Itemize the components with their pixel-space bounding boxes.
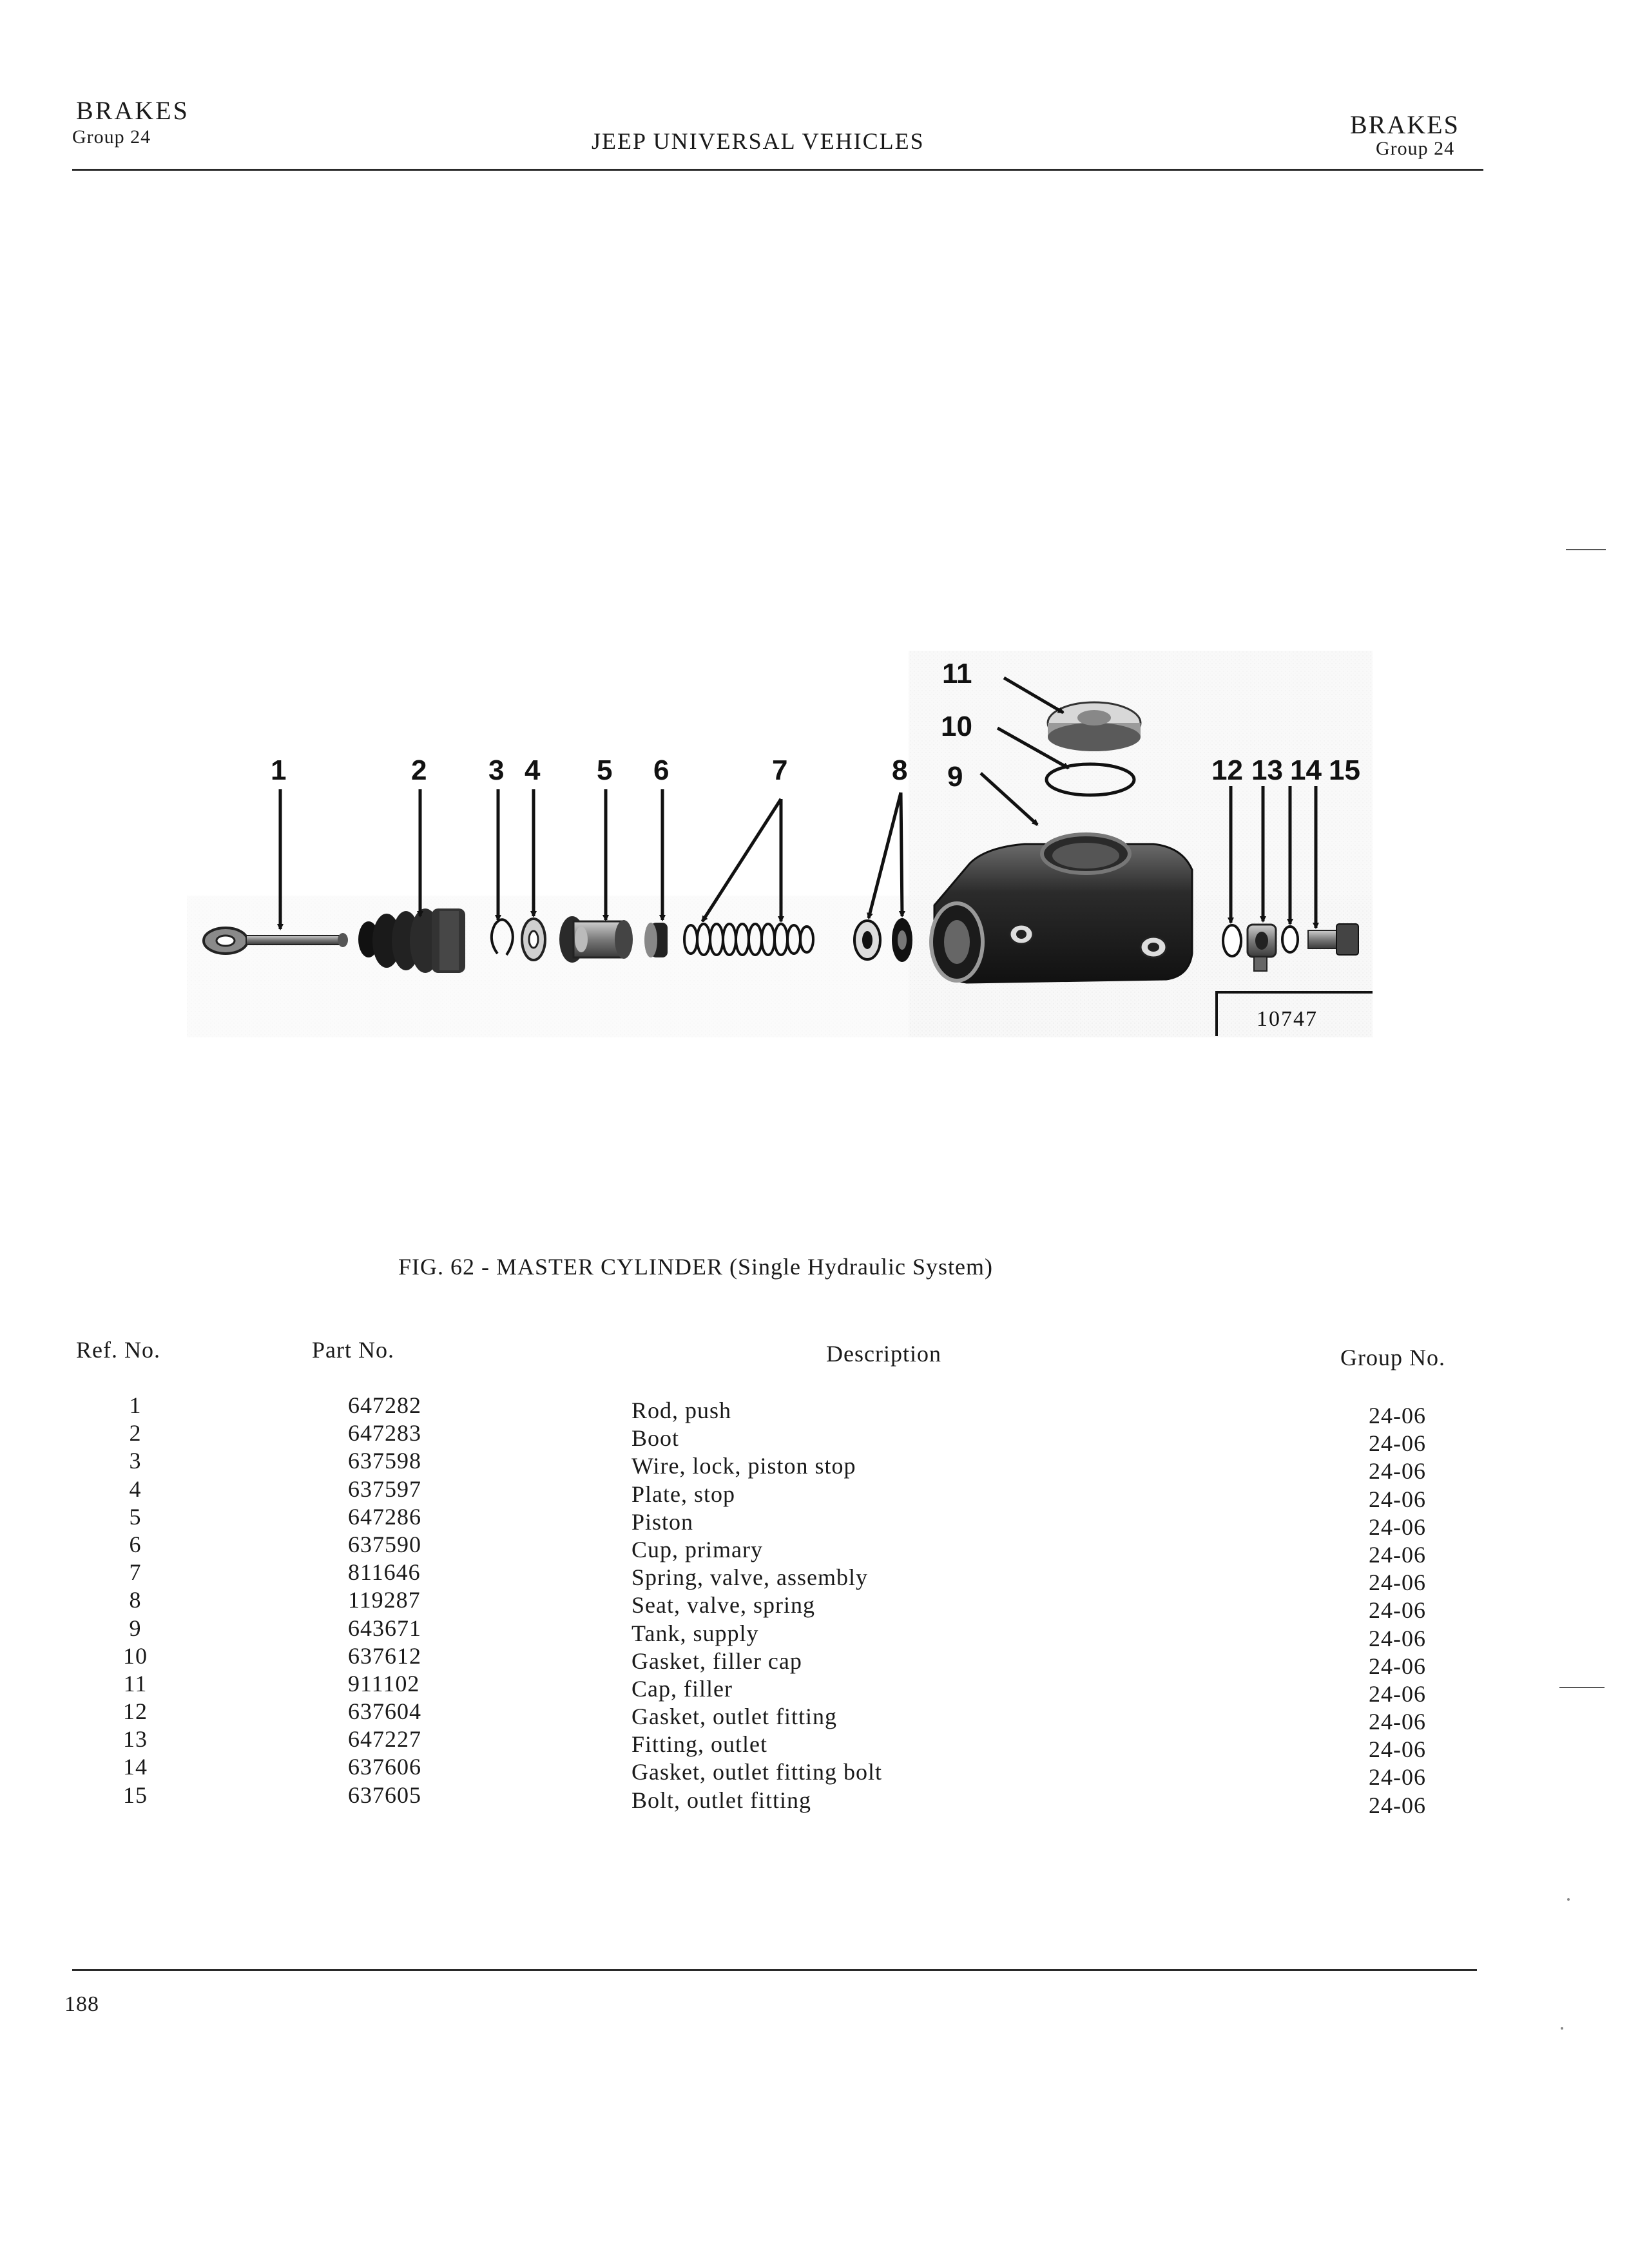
group-number: 24-06 bbox=[1369, 1486, 1426, 1512]
part-number: 647283 bbox=[348, 1420, 421, 1446]
callout-2: 2 bbox=[411, 754, 427, 786]
filler-cap-part bbox=[1048, 702, 1141, 751]
figure-caption: FIG. 62 - MASTER CYLINDER (Single Hydraulic System) bbox=[398, 1254, 993, 1280]
ref-number: 14 bbox=[123, 1754, 148, 1780]
callout-5: 5 bbox=[597, 754, 613, 786]
part-description: Tank, supply bbox=[631, 1620, 759, 1646]
part-description: Cap, filler bbox=[631, 1675, 733, 1702]
group-number: 24-06 bbox=[1369, 1514, 1426, 1540]
ref-number-column bbox=[97, 1392, 174, 1809]
group-number: 24-06 bbox=[1369, 1570, 1426, 1596]
callout-11: 11 bbox=[942, 658, 972, 689]
callout-7: 7 bbox=[772, 754, 788, 786]
part-description: Seat, valve, spring bbox=[631, 1592, 815, 1619]
ref-number: 3 bbox=[129, 1448, 142, 1474]
part-number: 643671 bbox=[348, 1615, 421, 1641]
part-description: Gasket, filler cap bbox=[631, 1648, 802, 1674]
part-number: 637590 bbox=[348, 1531, 421, 1557]
column-header-ref: Ref. No. bbox=[76, 1337, 160, 1363]
part-description: Rod, push bbox=[631, 1398, 732, 1423]
group-number: 24-06 bbox=[1369, 1653, 1426, 1679]
description-column bbox=[631, 1397, 882, 1814]
part-description: Gasket, outlet fitting bbox=[631, 1704, 837, 1730]
part-description: Wire, lock, piston stop bbox=[631, 1453, 856, 1479]
part-description: Spring, valve, assembly bbox=[631, 1564, 868, 1591]
group-number: 24-06 bbox=[1369, 1458, 1426, 1485]
part-number: 637598 bbox=[348, 1448, 421, 1474]
callout-8: 8 bbox=[892, 754, 908, 786]
callout-1: 1 bbox=[271, 754, 287, 786]
callout-3: 3 bbox=[488, 754, 505, 786]
part-description: Piston bbox=[631, 1508, 694, 1535]
bolt-gasket-part bbox=[1282, 927, 1298, 952]
part-description: Fitting, outlet bbox=[631, 1731, 768, 1758]
part-number: 647282 bbox=[348, 1392, 421, 1418]
group-number: 24-06 bbox=[1369, 1625, 1426, 1651]
header-rule bbox=[72, 169, 1483, 171]
margin-mark bbox=[1559, 1687, 1605, 1688]
footer-rule bbox=[72, 1969, 1477, 1971]
figure-id: 10747 bbox=[1257, 1007, 1318, 1031]
ref-number: 1 bbox=[129, 1392, 142, 1418]
callout-10: 10 bbox=[941, 711, 972, 742]
group-number: 24-06 bbox=[1369, 1709, 1426, 1735]
ref-number: 5 bbox=[129, 1503, 142, 1530]
part-number: 637597 bbox=[348, 1475, 421, 1502]
ref-number: 6 bbox=[129, 1531, 142, 1557]
ref-number: 4 bbox=[129, 1475, 142, 1502]
callout-13: 13 bbox=[1251, 754, 1283, 786]
part-number: 637604 bbox=[348, 1698, 421, 1725]
callout-14: 14 bbox=[1290, 754, 1322, 786]
header-left-title: BRAKES bbox=[76, 96, 189, 125]
group-number-column bbox=[1369, 1402, 1426, 1820]
page-number: 188 bbox=[64, 1992, 99, 2016]
group-number: 24-06 bbox=[1369, 1764, 1426, 1791]
column-header-group: Group No. bbox=[1340, 1345, 1445, 1370]
header-center-title: JEEP UNIVERSAL VEHICLES bbox=[592, 128, 925, 154]
master-cylinder-exploded-diagram bbox=[187, 651, 1373, 1047]
callout-15: 15 bbox=[1329, 754, 1360, 786]
group-number: 24-06 bbox=[1369, 1541, 1426, 1568]
outlet-gasket-part bbox=[1223, 925, 1241, 956]
callout-12: 12 bbox=[1211, 754, 1243, 786]
part-description: Cup, primary bbox=[631, 1536, 763, 1562]
column-header-part: Part No. bbox=[312, 1337, 394, 1363]
callout-4: 4 bbox=[525, 754, 541, 786]
group-number: 24-06 bbox=[1369, 1430, 1426, 1457]
ref-number: 2 bbox=[129, 1420, 142, 1446]
stop-plate-part bbox=[522, 919, 545, 960]
column-header-description: Description bbox=[826, 1341, 941, 1367]
callout-9: 9 bbox=[947, 761, 963, 793]
part-description: Bolt, outlet fitting bbox=[631, 1787, 811, 1813]
callout-6: 6 bbox=[653, 754, 670, 786]
part-description: Boot bbox=[631, 1425, 680, 1452]
header-right-title: BRAKES bbox=[1350, 110, 1460, 139]
group-number: 24-06 bbox=[1369, 1736, 1426, 1763]
group-number: 24-06 bbox=[1369, 1680, 1426, 1707]
group-number: 24-06 bbox=[1369, 1597, 1426, 1624]
ref-number: 11 bbox=[123, 1670, 148, 1696]
part-number: 811646 bbox=[348, 1559, 421, 1586]
header-right-group: Group 24 bbox=[1376, 138, 1455, 159]
part-description: Gasket, outlet fitting bolt bbox=[631, 1759, 882, 1785]
part-number: 119287 bbox=[348, 1587, 421, 1613]
part-number: 647227 bbox=[348, 1726, 421, 1753]
ref-number: 10 bbox=[123, 1642, 148, 1669]
part-number: 637612 bbox=[348, 1642, 421, 1669]
ref-number: 8 bbox=[129, 1587, 142, 1613]
scan-speck bbox=[1561, 2027, 1563, 2030]
ref-number: 13 bbox=[123, 1726, 148, 1753]
part-number: 911102 bbox=[348, 1670, 420, 1696]
group-number: 24-06 bbox=[1369, 1403, 1426, 1428]
part-number: 647286 bbox=[348, 1503, 421, 1530]
ref-number: 12 bbox=[123, 1698, 148, 1725]
part-number: 637605 bbox=[348, 1782, 421, 1808]
ref-number: 9 bbox=[129, 1615, 142, 1641]
part-number-column bbox=[348, 1392, 421, 1809]
part-number: 637606 bbox=[348, 1754, 421, 1780]
scan-speck bbox=[1567, 1898, 1570, 1901]
part-description: Plate, stop bbox=[631, 1481, 735, 1507]
group-number: 24-06 bbox=[1369, 1792, 1426, 1818]
header-left-group: Group 24 bbox=[72, 126, 151, 148]
primary-cup-part bbox=[644, 923, 668, 957]
ref-number: 15 bbox=[123, 1782, 148, 1808]
margin-mark bbox=[1566, 549, 1606, 550]
piston-part bbox=[559, 916, 633, 963]
ref-number: 7 bbox=[129, 1559, 142, 1586]
